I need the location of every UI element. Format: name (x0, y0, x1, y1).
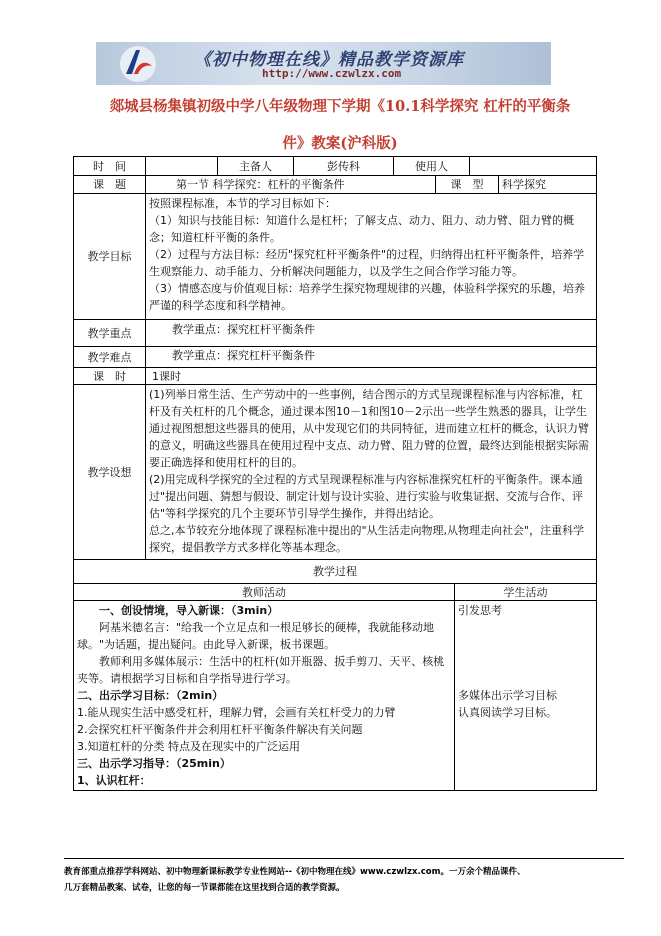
banner-title: 《初中物理在线》精品教学资源库 (194, 50, 464, 70)
footer-line: 几万套精品教案、试卷，让您的每一节课都能在这里找到合适的教学资源。 (64, 883, 345, 893)
footer-divider (64, 858, 624, 859)
list-item: 1.能从现实生活中感受杠杆，理解力臂，会画有关杠杆受力的力臂 (77, 706, 396, 719)
hours-label: 课 时 (93, 369, 126, 383)
student-activity-header: 学生活动 (454, 584, 596, 600)
author-value: 彭传科 (293, 157, 393, 175)
hours-text: 1课时 (145, 368, 596, 384)
type-value: 科学探究 (498, 176, 596, 193)
section-heading: 一、创设情境，导入新课：（3min） (99, 604, 279, 617)
teacher-activity (74, 601, 454, 790)
row-process-headers (74, 583, 596, 600)
design-content (145, 385, 596, 559)
time-value (145, 157, 217, 175)
list-item: 2.会探究杠杆平衡条件并会利用杠杆平衡条件解决有关问题 (77, 723, 363, 736)
row-process-content (74, 600, 596, 790)
row-goals (74, 193, 596, 319)
goals-line: 按照课程标准，本节的学习目标如下： (149, 197, 336, 210)
row-topic (74, 175, 596, 193)
user-value (469, 157, 596, 175)
author-label: 主备人 (217, 157, 293, 175)
key-point-text: 教学重点：探究杠杆平衡条件 (145, 320, 596, 346)
type-label: 课 型 (435, 176, 498, 193)
row-difficulty (74, 346, 596, 367)
goals-label: 教学目标 (87, 250, 132, 263)
student-activity-line: 多媒体出示学习目标 (458, 689, 557, 702)
student-activity-line: 引发思考 (458, 604, 502, 617)
time-label: 时 间 (93, 159, 126, 173)
page-footer (64, 864, 624, 896)
design-line: 总之,本节较充分地体现了课程标准中提出的"从生活走向物理,从物理走向社会"，注重科学探究，提倡教学方式多样化等基本理念。 (149, 524, 585, 554)
topic-label: 课 题 (93, 178, 126, 191)
banner (96, 42, 551, 85)
goals-line: （3）情感态度与价值观目标：培养学生探究物理规律的兴趣，体验科学探究的乐趣，培养严谨的科学态度和科学精神。 (149, 282, 585, 312)
student-activity (454, 601, 596, 790)
paragraph: 教师利用多媒体展示：生活中的杠杆(如开瓶器、扳手剪刀、天平、核桃夹等。请根据学习目标和自学指导进行学习。 (77, 655, 445, 685)
footer-line: 教育部重点推荐学科网站、初中物理新课标教学专业性网站--《初中物理在线》www.czwlzx.com。一万余个精品课件、 (64, 867, 526, 877)
row-process-title (74, 559, 596, 583)
document-title-line2: 件》教案(沪科版) (282, 135, 398, 152)
section-heading: 1、认识杠杆： (77, 774, 151, 787)
process-title: 教学过程 (313, 565, 357, 578)
row-time (74, 157, 596, 175)
row-key-point (74, 319, 596, 346)
difficulty-text: 教学重点：探究杠杆平衡条件 (145, 347, 596, 367)
list-item: 3.知道杠杆的分类 特点及在现实中的广泛运用 (77, 740, 300, 753)
paragraph: 阿基米德名言："给我一个立足点和一根足够长的硬棒，我就能移动地球。"为话题，提出疑问。由此导入新课，板书课题。 (77, 621, 435, 651)
site-logo-icon (118, 44, 158, 84)
section-heading: 二、出示学习目标：（2min） (77, 689, 224, 702)
design-label: 教学设想 (87, 465, 132, 479)
document-title-line1: 郯城县杨集镇初级中学八年级物理下学期《10.1科学探究 杠杆的平衡条 (109, 98, 571, 115)
section-heading: 三、出示学习指导：（25min） (77, 757, 231, 770)
goals-line: （1）知识与技能目标：知道什么是杠杆；了解支点、动力、阻力、动力臂、阻力臂的概念；知道杠杆平衡的条件。 (149, 214, 574, 244)
goals-content (145, 194, 596, 319)
design-line: (1)列举日常生活、生产劳动中的一些事例，结合图示的方式呈现课程标准与内容标准，杠杆及有关杠杆的几个概念，通过课本图10－1和图10－2示出一些学生熟悉的器具，让学生 通过视图想想这些器具的使用，从中发现它们的共同特征，进而建立杠杆的概念，认识力臂的意义，明确这些器具在使用过程中支点、动力臂、阻力臂的位置，最终达到能根据实际需要正确选择和使用杠杆的目的。 (149, 388, 589, 469)
difficulty-label: 教学难点 (87, 350, 132, 364)
lesson-plan-table (73, 156, 597, 791)
banner-url: http://www.czwlzx.com (262, 67, 402, 80)
teacher-activity-header: 教师活动 (242, 585, 286, 599)
row-hours (74, 367, 596, 384)
row-design (74, 384, 596, 559)
goals-line: （2）过程与方法目标：经历"探究杠杆平衡条件"的过程，归纳得出杠杆平衡条件，培养学生观察能力、动手能力、分析解决问题能力，以及学生之间合作学习能力等。 (149, 248, 585, 278)
design-line: (2)用完成科学探究的全过程的方式呈现课程标准与内容标准探究杠杆的平衡条件。课本通过"提出问题、猜想与假设、制定计划与设计实验、进行实验与收集证据、交流与合作、评估"等科学探究的几个主要环节引导学生操作，并得出结论。 (149, 473, 584, 520)
topic-value: 第一节 科学探究：杠杆的平衡条件 (145, 176, 435, 193)
key-point-label: 教学重点 (87, 326, 132, 340)
user-label: 使用人 (393, 157, 469, 175)
student-activity-line: 认真阅读学习目标。 (458, 706, 557, 719)
